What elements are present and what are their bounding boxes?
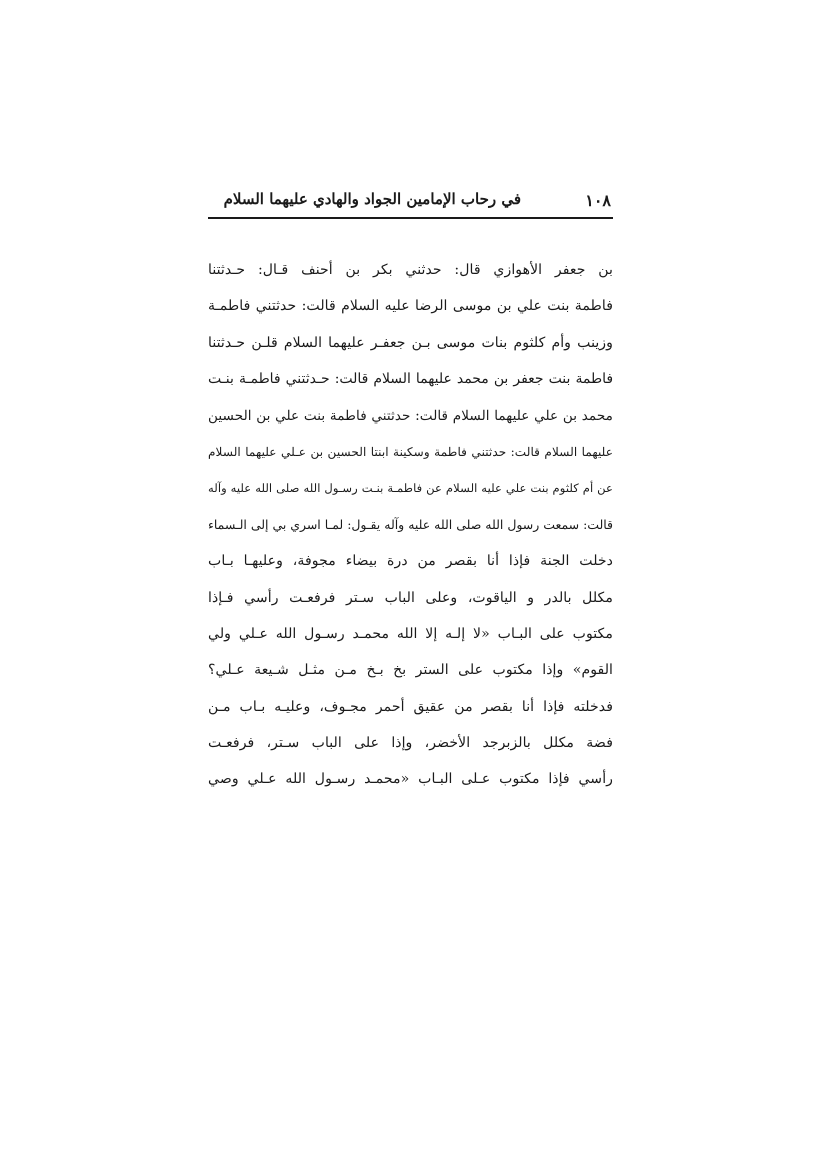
body-line: دخلت الجنة فإذا أنا بقصر من درة بيضاء مجوفة، وعليهـا بـاب <box>208 553 613 570</box>
body-line: قالت: سمعت رسول الله صلى الله عليه وآله يقـول: لمـا اسري بي إلى الـسماء <box>208 516 613 532</box>
body-line: عليهما السلام قالت: حدثتني فاطمة وسكينة ابنتا الحسين بن عـلي عليهما السلام <box>208 444 613 459</box>
body-line: فضة مكلل بالزبرجد الأخضر، وإذا على الباب سـتر، فرفعـت <box>208 735 613 752</box>
body-line: رأسي فإذا مكتوب عـلى البـاب «محمـد رسـول الله عـلي وصي <box>208 771 613 788</box>
body-line: فاطمة بنت علي بن موسى الرضا عليه السلام قالت: حدثتني فاطمـة <box>208 298 613 315</box>
body-line: فاطمة بنت جعفر بن محمد عليهما السلام قالت: حـدثتني فاطمـة بنـت <box>208 371 613 388</box>
body-line: القوم» وإذا مكتوب على الستر بخ بـخ مـن مثـل شـيعة عـلي؟ <box>208 662 613 679</box>
body-line: فدخلته فإذا أنا بقصر من عقيق أحمر مجـوف، وعليـه بـاب مـن <box>208 698 613 715</box>
body-line: وزينب وأم كلثوم بنات موسى بـن جعفـر عليهما السلام قلـن حـدثتنا <box>208 334 613 351</box>
body-line: عن أم كلثوم بنت علي عليه السلام عن فاطمـة بنـت رسـول الله صلى الله عليه وآله <box>208 481 613 496</box>
running-header-title: في رحاب الإمامين الجواد والهادي عليهما السلام <box>223 190 521 208</box>
header-divider <box>208 217 613 219</box>
body-text <box>208 252 613 798</box>
page-number: ١٠٨ <box>585 191 611 210</box>
running-header <box>208 186 613 216</box>
body-line: بن جعفر الأهوازي قال: حدثني بكر بن أحنف قـال: حـدثتنا <box>208 262 613 278</box>
body-line: مكتوب على البـاب «لا إلـه إلا الله محمـد رسـول الله عـلي ولي <box>208 625 613 642</box>
body-line: مكلل بالدر و الياقوت، وعلى الباب سـتر فرفعـت رأسي فـإذا <box>208 589 613 606</box>
body-line: محمد بن علي عليهما السلام قالت: حدثتني فاطمة بنت علي بن الحسين <box>208 407 613 424</box>
